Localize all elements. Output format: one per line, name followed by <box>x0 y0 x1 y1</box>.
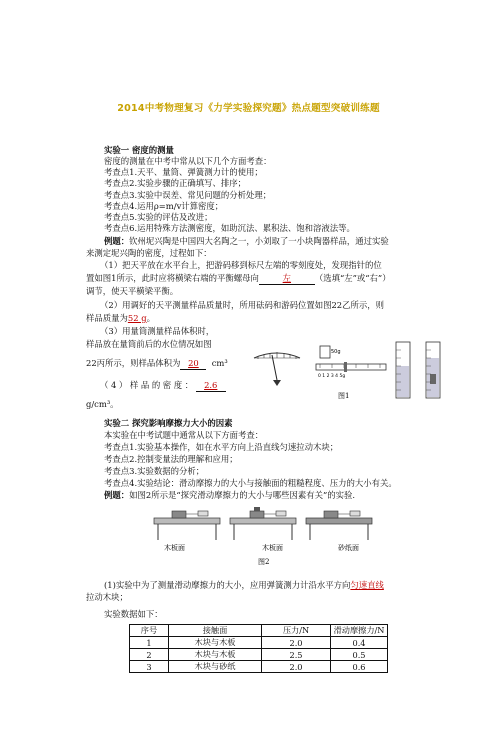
surface-label-2: 木板面 <box>262 544 283 552</box>
q3-answer: 20 <box>188 358 199 368</box>
example-label: 例题： <box>104 236 130 246</box>
example-text-cont: 来测定坭兴陶的密度，过程如下： <box>86 248 212 258</box>
exp2-intro: 本实验在中考试题中通常从以下方面考查： <box>104 430 264 440</box>
exp2-data-label: 实验数据如下： <box>104 609 163 619</box>
table-header: 序号 <box>130 625 169 637</box>
table-cell: 2 <box>130 649 169 661</box>
q4-answer-blank <box>196 380 226 392</box>
exp1-q3-line1: （3）用量筒测量样品体积时， <box>100 326 215 336</box>
exp1-q1-line3: 调节，使天平横梁平衡。 <box>86 286 179 296</box>
exp1-intro: 密度的测量在中考中常从以下几个方面考查： <box>104 156 272 166</box>
exp1-q4-unit: g/cm³。 <box>86 399 119 409</box>
q2-answer: 52 g <box>127 313 147 323</box>
table-cell: 0.6 <box>331 661 388 673</box>
exp1-q3-line2: 样品放在量筒前后的水位情况如图 <box>86 339 212 349</box>
exp1-q3-line3: 22丙所示，则样品体积为 20 cm³ <box>86 358 228 368</box>
friction-setup-2 <box>230 507 296 552</box>
exp1-point: 考查点2.实验步骤的正确填写、排序； <box>104 178 246 188</box>
example-text: 钦州坭兴陶是中国四大名陶之一，小刘取了一小块陶器样品，通过实验 <box>129 236 389 246</box>
exp2-q1-line1: (1)实验中为了测量滑动摩擦力的大小，应用弹簧测力计沿水平方向匀速直线 <box>104 580 384 590</box>
exp1-point: 考查点4.运用ρ=m/v计算密度； <box>104 201 224 211</box>
surface-label-1: 木板面 <box>164 544 185 552</box>
svg-text:0 1 2 3 4 5g: 0 1 2 3 4 5g <box>318 374 346 379</box>
example-text: 如图2所示是“探究滑动摩擦力的大小与哪些因素有关”的实验. <box>129 490 356 500</box>
exp1-example <box>104 236 389 247</box>
table-header: 滑动摩擦力/N <box>331 625 388 637</box>
exp1-heading: 实验一 密度的测量 <box>104 145 174 155</box>
exp1-q4-line1: （4）样品的密度： 2.6 <box>100 380 226 392</box>
measuring-cylinders <box>396 342 440 398</box>
example-label: 例题： <box>104 490 130 500</box>
table-row <box>130 661 388 673</box>
q1-answer: 左 <box>282 273 292 283</box>
exp1-point: 考查点6.运用特殊方法测密度，如助沉法、累积法、饱和溶液法等。 <box>104 223 355 233</box>
exp2-point: 考查点2.控制变量法的理解和应用； <box>104 454 238 464</box>
table-cell: 2.0 <box>262 637 331 649</box>
balance-weight-and-rider <box>316 346 386 379</box>
table-cell: 0.5 <box>331 649 388 661</box>
exp1-point: 考查点3.实验中误差、常见问题的分析处理； <box>104 190 272 200</box>
exp2-q1-line2: 拉动木块； <box>86 592 128 602</box>
table-cell: 木块与砂纸 <box>169 661 262 673</box>
figure-1-label: 图1 <box>338 392 350 400</box>
exp2-point: 考查点4.实验结论：滑动摩擦力的大小与接触面的粗糙程度、压力的大小有关。 <box>104 478 397 488</box>
q1-answer-blank <box>259 273 315 285</box>
table-cell: 3 <box>130 661 169 673</box>
table-row <box>130 649 388 661</box>
exp1-q2-line1: （2）用调好的天平测量样品质量时，所用砝码和游码位置如图22乙所示，则 <box>100 300 384 310</box>
table-cell: 木块与木板 <box>169 637 262 649</box>
exp2-point: 考查点1.实验基本操作，如在水平方向上沿直线匀速拉动木块； <box>104 442 339 452</box>
table-header-row <box>130 625 388 637</box>
exp1-q1-line1: （1）把天平放在水平台上，把游码移到标尺左端的零刻度处，发现指针的位 <box>100 260 382 270</box>
figure-2-label: 图2 <box>258 558 270 566</box>
table-cell: 2.5 <box>262 649 331 661</box>
friction-data-table <box>129 624 388 673</box>
document-title: 2014中考物理复习《力学实验探究题》热点题型突破训练题 <box>117 103 380 114</box>
balance-scale-dial <box>254 352 300 386</box>
surface-label-3: 砂纸面 <box>338 544 359 552</box>
figure-2 <box>150 504 380 566</box>
exp1-q1-line2: 置如图1所示，此时应将横梁右端的平衡螺母向 左 （选填“左”或“右”） <box>86 273 391 283</box>
q3-answer-blank <box>180 358 206 370</box>
table-cell: 0.4 <box>331 637 388 649</box>
exp1-point: 考查点1.天平、量筒、弹簧测力计的使用； <box>104 167 263 177</box>
table-row <box>130 637 388 649</box>
q4-answer: 2.6 <box>204 380 218 390</box>
weight-label: 50g <box>331 349 341 355</box>
table-cell: 2.0 <box>262 661 331 673</box>
friction-setup-3 <box>306 511 372 552</box>
exp1-q2-line2: 样品质量为52 g。 <box>86 313 155 323</box>
exp2-heading: 实验二 探究影响摩擦力大小的因素 <box>104 418 233 428</box>
exp2-example <box>104 490 355 501</box>
table-header: 压力/N <box>262 625 331 637</box>
table-cell: 木块与木板 <box>169 649 262 661</box>
figure-1 <box>246 340 456 402</box>
exp1-point: 考查点5.实验的评估及改进； <box>104 212 213 222</box>
table-cell: 1 <box>130 637 169 649</box>
friction-setup-1 <box>154 511 220 552</box>
table-header: 接触面 <box>169 625 262 637</box>
exp2-point: 考查点3.实验数据的分析； <box>104 466 205 476</box>
exp2-q1-answer: 匀速直线 <box>350 580 384 590</box>
